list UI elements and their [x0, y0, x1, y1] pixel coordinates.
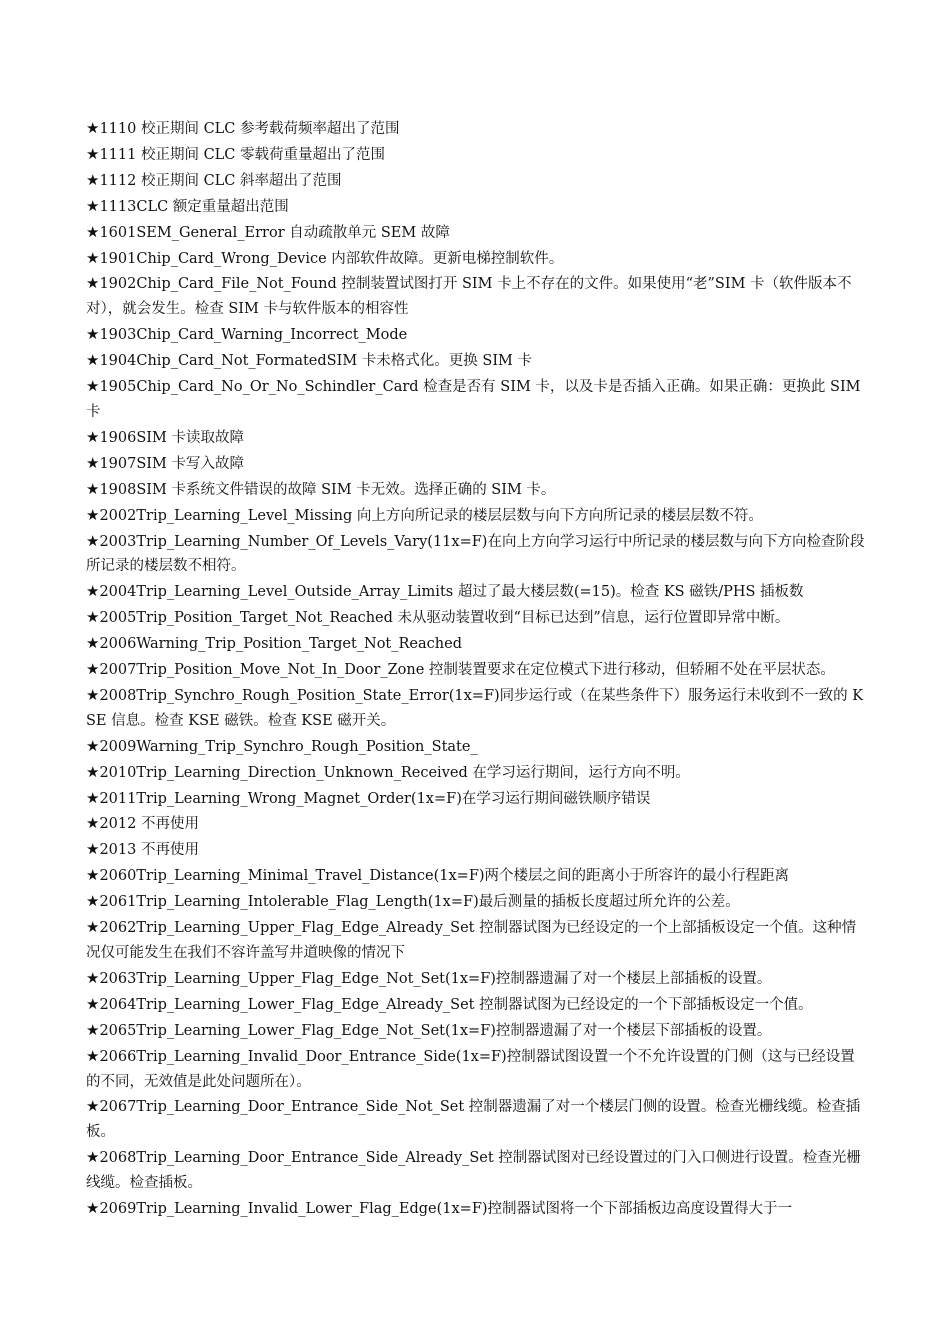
- entry-text: 2003Trip_Learning_Number_Of_Levels_Vary(11x=F)在向上方向学习运行中所记录的楼层数与向下方向检查阶段所记录的楼层数不相符。: [86, 533, 865, 575]
- error-entry-1905: [86, 374, 866, 425]
- error-entry-1111: [86, 142, 866, 168]
- star-icon: ★: [86, 634, 100, 653]
- entry-text: 1112 校正期间 CLC 斜率超出了范围: [99, 172, 342, 189]
- entry-text: 1902Chip_Card_File_Not_Found 控制装置试图打开 SIM 卡上不存在的文件。如果使用“老”SIM 卡（软件版本不对），就会发生。检查 SIM 卡与软件版本的相容性: [86, 276, 852, 318]
- error-entry-2011: [86, 786, 866, 812]
- star-icon: ★: [86, 685, 100, 704]
- star-icon: ★: [86, 119, 100, 137]
- error-entry-2069: [86, 1196, 866, 1222]
- entry-text: 2065Trip_Learning_Lower_Flag_Edge_Not_Set(1x=F)控制器遗漏了对一个楼层下部插板的设置。: [99, 1022, 772, 1039]
- error-entry-2006: [86, 631, 866, 657]
- entry-text: 2063Trip_Learning_Upper_Flag_Edge_Not_Set(1x=F)控制器遗漏了对一个楼层上部插板的设置。: [99, 970, 772, 987]
- error-entry-2068: [86, 1145, 866, 1196]
- entry-text: 2064Trip_Learning_Lower_Flag_Edge_Already_Set 控制器试图为已经设定的一个下部插板设定一个值。: [99, 996, 813, 1013]
- star-icon: ★: [86, 968, 100, 987]
- error-entry-2062: [86, 915, 866, 966]
- error-entry-2010: [86, 760, 866, 786]
- error-entry-2060: [86, 863, 866, 889]
- star-icon: ★: [86, 196, 100, 215]
- star-icon: ★: [86, 1020, 100, 1039]
- entry-text: 2008Trip_Synchro_Rough_Position_State_Error(1x=F)同步运行或（在某些条件下）服务运行未收到不一致的 KSE 信息。检查 KSE 磁铁。检查 KSE 磁开关。: [86, 687, 864, 729]
- star-icon: ★: [86, 582, 100, 601]
- star-icon: ★: [86, 170, 100, 189]
- entry-text: 2002Trip_Learning_Level_Missing 向上方向所记录的楼层层数与向下方向所记录的楼层层数不符。: [99, 507, 763, 524]
- error-entry-2064: [86, 992, 866, 1018]
- star-icon: ★: [86, 1046, 100, 1065]
- entry-text: 2068Trip_Learning_Door_Entrance_Side_Already_Set 控制器试图对已经设置过的门入口侧进行设置。检查光栅线缆。检查插板。: [86, 1150, 861, 1192]
- entry-text: 2009Warning_Trip_Synchro_Rough_Position_State_: [99, 738, 478, 755]
- error-entry-2004: [86, 579, 866, 605]
- entry-text: 2067Trip_Learning_Door_Entrance_Side_Not_Set 控制器遗漏了对一个楼层门侧的设置。检查光栅线缆。检查插板。: [86, 1099, 861, 1141]
- entry-text: 2011Trip_Learning_Wrong_Magnet_Order(1x=F)在学习运行期间磁铁顺序错误: [99, 790, 651, 807]
- error-entry-2008: [86, 683, 866, 734]
- star-icon: ★: [86, 274, 100, 293]
- star-icon: ★: [86, 918, 100, 937]
- error-entry-1113: [86, 194, 866, 220]
- entry-text: 1905Chip_Card_No_Or_No_Schindler_Card 检查是否有 SIM 卡，以及卡是否插入正确。如果正确：更换此 SIM 卡: [86, 379, 861, 420]
- entry-text: 1907SIM 卡写入故障: [99, 455, 244, 472]
- entry-text: 2012 不再使用: [99, 816, 199, 833]
- entry-text: 2010Trip_Learning_Direction_Unknown_Received 在学习运行期间，运行方向不明。: [99, 764, 690, 781]
- error-entry-1112: [86, 168, 866, 194]
- star-icon: ★: [86, 1148, 100, 1167]
- star-icon: ★: [86, 453, 100, 472]
- star-icon: ★: [86, 144, 100, 163]
- entry-text: 2006Warning_Trip_Position_Target_Not_Reached: [99, 636, 462, 653]
- error-entry-2065: [86, 1018, 866, 1044]
- entry-text: 1111 校正期间 CLC 零载荷重量超出了范围: [99, 146, 385, 163]
- error-entry-2007: [86, 657, 866, 683]
- error-entry-2066: [86, 1044, 866, 1095]
- entry-text: 2066Trip_Learning_Invalid_Door_Entrance_Side(1x=F)控制器试图设置一个不允许设置的门侧（这与已经设置的不同，无效值是此处问题所在）。: [86, 1048, 855, 1090]
- error-entry-1601: [86, 220, 866, 246]
- star-icon: ★: [86, 377, 100, 396]
- entry-text: 1110 校正期间 CLC 参考载荷频率超出了范围: [99, 121, 400, 137]
- entry-text: 1904Chip_Card_Not_FormatedSIM 卡未格式化。更换 SIM 卡: [99, 353, 533, 370]
- error-entry-1901: [86, 246, 866, 272]
- error-entry-2005: [86, 605, 866, 631]
- error-entry-2009: [86, 734, 866, 760]
- entry-text: 1903Chip_Card_Warning_Incorrect_Mode: [99, 327, 408, 344]
- entry-text: 2061Trip_Learning_Intolerable_Flag_Length(1x=F)最后测量的插板长度超过所允许的公差。: [99, 894, 740, 911]
- star-icon: ★: [86, 814, 100, 833]
- error-entry-1904: [86, 348, 866, 374]
- star-icon: ★: [86, 608, 100, 627]
- entry-text: 2013 不再使用: [99, 842, 199, 859]
- error-entry-1110: [86, 116, 866, 142]
- entry-text: 2005Trip_Position_Target_Not_Reached 未从驱动装置收到“目标已达到”信息，运行位置即异常中断。: [99, 610, 790, 627]
- error-entry-2013: [86, 837, 866, 863]
- entry-text: 1113CLC 额定重量超出范围: [99, 198, 289, 215]
- star-icon: ★: [86, 479, 100, 498]
- error-entry-2002: [86, 503, 866, 529]
- entry-text: 2060Trip_Learning_Minimal_Travel_Distance(1x=F)两个楼层之间的距离小于所容许的最小行程距离: [99, 868, 790, 885]
- entry-text: 2062Trip_Learning_Upper_Flag_Edge_Already_Set 控制器试图为已经设定的一个上部插板设定一个值。这种情况仅可能发生在我们不容许盖写井道映像的情况下: [86, 920, 857, 961]
- star-icon: ★: [86, 892, 100, 911]
- star-icon: ★: [86, 866, 100, 885]
- document-page: [86, 116, 866, 1222]
- star-icon: ★: [86, 762, 100, 781]
- error-entry-2063: [86, 966, 866, 992]
- entry-text: 1908SIM 卡系统文件错误的故障 SIM 卡无效。选择正确的 SIM 卡。: [99, 481, 556, 498]
- star-icon: ★: [86, 788, 100, 807]
- star-icon: ★: [86, 736, 100, 755]
- star-icon: ★: [86, 840, 100, 859]
- error-entry-2012: [86, 811, 866, 837]
- star-icon: ★: [86, 325, 100, 344]
- entry-text: 1901Chip_Card_Wrong_Device 内部软件故障。更新电梯控制软件。: [99, 250, 564, 267]
- star-icon: ★: [86, 505, 100, 524]
- entry-text: 1601SEM_General_Error 自动疏散单元 SEM 故障: [99, 224, 450, 241]
- star-icon: ★: [86, 351, 100, 370]
- star-icon: ★: [86, 222, 100, 241]
- error-entry-1907: [86, 451, 866, 477]
- star-icon: ★: [86, 994, 100, 1013]
- error-entry-1902: [86, 271, 866, 322]
- error-entry-1903: [86, 322, 866, 348]
- error-entry-2061: [86, 889, 866, 915]
- entry-text: 2007Trip_Position_Move_Not_In_Door_Zone 控制装置要求在定位模式下进行移动，但轿厢不处在平层状态。: [99, 662, 835, 679]
- error-entry-2003: [86, 529, 866, 580]
- error-entry-1908: [86, 477, 866, 503]
- error-entry-1906: [86, 425, 866, 451]
- star-icon: ★: [86, 660, 100, 679]
- star-icon: ★: [86, 248, 100, 267]
- error-entry-2067: [86, 1094, 866, 1145]
- star-icon: ★: [86, 1199, 100, 1218]
- star-icon: ★: [86, 427, 100, 446]
- entry-text: 1906SIM 卡读取故障: [99, 429, 244, 446]
- entry-text: 2069Trip_Learning_Invalid_Lower_Flag_Edge(1x=F)控制器试图将一个下部插板边高度设置得大于一: [99, 1201, 793, 1218]
- star-icon: ★: [86, 1097, 100, 1116]
- entry-text: 2004Trip_Learning_Level_Outside_Array_Limits 超过了最大楼层数(=15)。检查 KS 磁铁/PHS 插板数: [99, 584, 804, 601]
- star-icon: ★: [86, 531, 100, 550]
